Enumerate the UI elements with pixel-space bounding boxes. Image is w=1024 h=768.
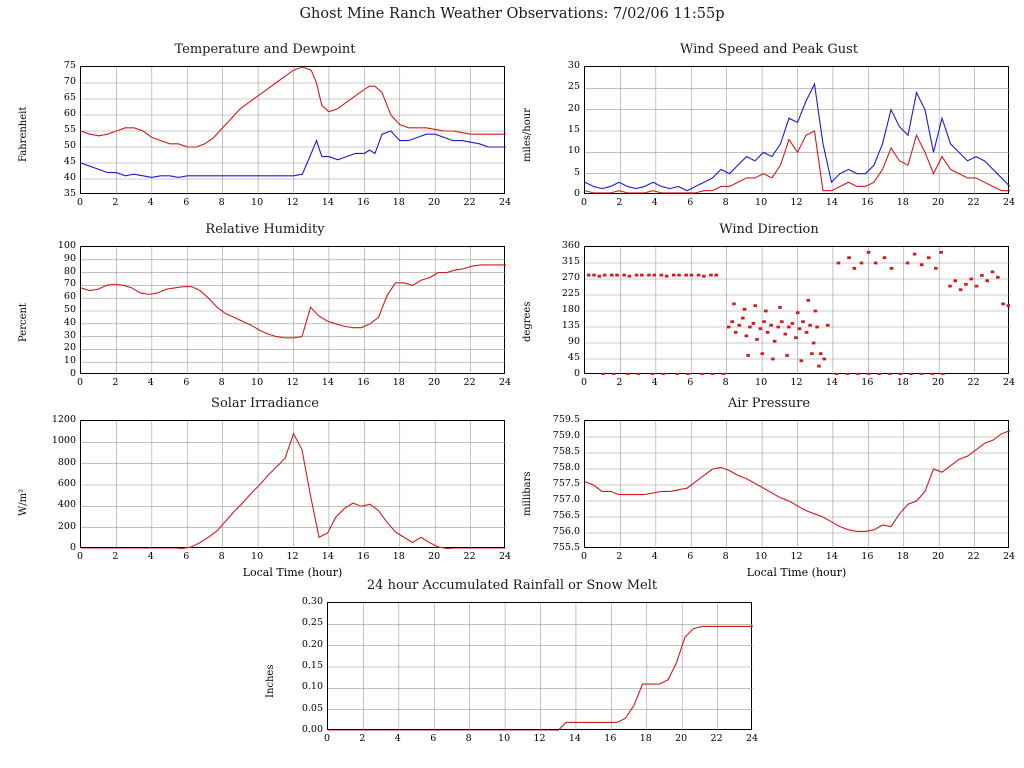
x-tick-label: 10 — [498, 733, 511, 744]
x-tick-label: 24 — [498, 377, 512, 388]
panel-solar-irradiance — [20, 396, 510, 596]
x-tick-label: 14 — [825, 197, 838, 208]
plot-area-solar — [80, 420, 505, 548]
y-tick-label: 30 — [63, 329, 76, 341]
x-axis-label: Local Time (hour) — [242, 566, 343, 579]
y-axis-label: W/m² — [18, 488, 29, 516]
y-tick-label: 180 — [561, 304, 580, 315]
x-tick-label: 22 — [967, 197, 980, 208]
panel-title: Relative Humidity — [205, 222, 325, 237]
x-tick-label: 0 — [76, 551, 84, 562]
x-tick-label: 24 — [1002, 197, 1016, 208]
x-tick-label: 4 — [651, 197, 658, 208]
y-tick-label: 0.25 — [301, 617, 323, 629]
x-tick-label: 12 — [286, 377, 299, 388]
x-tick-label: 4 — [651, 377, 658, 388]
x-tick-label: 12 — [533, 733, 546, 744]
x-tick-label: 0 — [580, 197, 588, 208]
x-tick-label: 20 — [428, 551, 441, 562]
y-tick-label: 759.0 — [552, 430, 580, 441]
x-tick-label: 0 — [323, 733, 331, 744]
y-tick-label: 400 — [57, 499, 76, 511]
x-tick-label: 16 — [357, 551, 370, 562]
x-tick-label: 8 — [722, 377, 729, 388]
x-tick-label: 24 — [1002, 377, 1016, 388]
y-tick-label: 65 — [63, 92, 76, 103]
x-tick-label: 16 — [357, 197, 370, 208]
x-tick-label: 22 — [967, 551, 980, 562]
plot-canvas-wdir — [585, 247, 1010, 375]
y-tick-label: 757.0 — [552, 494, 580, 505]
x-tick-label: 12 — [286, 551, 299, 562]
x-tick-label: 10 — [251, 377, 264, 388]
panel-accumulated-rainfall — [267, 578, 757, 763]
x-tick-label: 6 — [183, 551, 190, 562]
y-tick-label: 70 — [63, 278, 76, 290]
y-tick-label: 757.5 — [552, 478, 580, 489]
y-tick-label: 20 — [567, 102, 580, 114]
x-tick-label: 6 — [687, 377, 694, 388]
panel-title: Wind Direction — [719, 222, 819, 237]
x-tick-label: 14 — [321, 551, 334, 562]
x-tick-label: 20 — [428, 197, 441, 208]
x-tick-label: 2 — [616, 197, 623, 208]
x-tick-label: 18 — [392, 551, 405, 562]
x-tick-label: 16 — [861, 197, 874, 208]
y-tick-label: 90 — [63, 252, 76, 264]
y-tick-label: 0.10 — [301, 681, 323, 693]
x-tick-label: 4 — [147, 197, 154, 208]
panel-temperature-dewpoint — [20, 42, 510, 227]
y-tick-label: 0.05 — [301, 702, 323, 714]
y-tick-label: 5 — [573, 166, 580, 178]
y-tick-label: 0 — [69, 542, 76, 553]
y-tick-label: 10 — [63, 355, 76, 367]
x-tick-label: 6 — [687, 197, 694, 208]
y-tick-label: 758.0 — [552, 462, 580, 473]
y-axis-label: Fahrenheit — [18, 106, 29, 162]
y-axis-label: miles/hour — [522, 108, 533, 162]
y-tick-label: 80 — [63, 265, 76, 277]
x-tick-label: 18 — [896, 551, 909, 562]
y-tick-label: 75 — [63, 60, 76, 71]
y-tick-label: 755.5 — [552, 542, 580, 553]
x-tick-label: 20 — [675, 733, 688, 744]
y-tick-label: 759.5 — [552, 414, 580, 425]
x-tick-label: 22 — [463, 377, 476, 388]
x-tick-label: 24 — [498, 197, 512, 208]
y-tick-label: 70 — [63, 76, 76, 87]
y-tick-label: 50 — [63, 140, 76, 151]
y-tick-label: 35 — [63, 188, 76, 199]
y-tick-label: 100 — [57, 240, 76, 251]
y-tick-label: 45 — [567, 352, 580, 363]
x-tick-label: 0 — [76, 197, 84, 208]
x-tick-label: 8 — [218, 197, 225, 208]
x-tick-label: 4 — [394, 733, 401, 744]
y-tick-label: 0.00 — [301, 724, 323, 735]
plot-area-rh — [80, 246, 505, 374]
plot-area-rain — [327, 602, 752, 730]
x-tick-label: 22 — [463, 551, 476, 562]
y-tick-label: 0.30 — [301, 596, 323, 607]
y-tick-label: 0 — [573, 188, 580, 199]
plot-area-pres — [584, 420, 1009, 548]
x-tick-label: 4 — [147, 551, 154, 562]
plot-area-temp — [80, 66, 505, 194]
y-tick-label: 50 — [63, 304, 76, 315]
x-tick-label: 20 — [932, 377, 945, 388]
y-tick-label: 10 — [567, 145, 580, 157]
x-tick-label: 18 — [639, 733, 652, 744]
x-tick-label: 22 — [710, 733, 723, 744]
plot-canvas-rain — [328, 603, 753, 731]
x-tick-label: 12 — [790, 551, 803, 562]
x-tick-label: 14 — [825, 377, 838, 388]
x-tick-label: 14 — [568, 733, 581, 744]
x-tick-label: 14 — [825, 551, 838, 562]
x-tick-label: 8 — [465, 733, 472, 744]
y-tick-label: 0 — [573, 368, 580, 379]
panel-wind-direction — [524, 222, 1014, 407]
y-tick-label: 270 — [561, 272, 580, 283]
y-tick-label: 40 — [63, 172, 76, 183]
y-tick-label: 55 — [63, 124, 76, 135]
x-tick-label: 0 — [76, 377, 84, 388]
y-tick-label: 600 — [57, 478, 76, 489]
panel-relative-humidity — [20, 222, 510, 407]
y-tick-label: 225 — [561, 288, 580, 299]
y-tick-label: 25 — [567, 81, 580, 93]
y-tick-label: 20 — [63, 342, 76, 354]
x-tick-label: 0 — [580, 551, 588, 562]
x-tick-label: 8 — [722, 197, 729, 208]
y-tick-label: 15 — [567, 124, 580, 135]
x-tick-label: 10 — [755, 551, 768, 562]
x-tick-label: 6 — [687, 551, 694, 562]
x-tick-label: 10 — [251, 197, 264, 208]
y-tick-label: 90 — [567, 336, 580, 347]
plot-canvas-wind — [585, 67, 1010, 195]
x-tick-label: 6 — [430, 733, 437, 744]
y-axis-label: Percent — [18, 303, 29, 342]
x-tick-label: 4 — [147, 377, 154, 388]
y-tick-label: 756.0 — [552, 526, 580, 537]
y-tick-label: 0.20 — [301, 638, 323, 650]
x-tick-label: 14 — [321, 197, 334, 208]
x-tick-label: 20 — [428, 377, 441, 388]
y-tick-label: 45 — [63, 156, 76, 167]
x-tick-label: 18 — [392, 197, 405, 208]
y-tick-label: 135 — [561, 320, 580, 331]
y-axis-label: degrees — [522, 301, 533, 342]
plot-canvas-rh — [81, 247, 506, 375]
plot-canvas-solar — [81, 421, 506, 549]
x-tick-label: 24 — [745, 733, 759, 744]
x-tick-label: 2 — [616, 551, 623, 562]
x-tick-label: 8 — [218, 551, 225, 562]
x-tick-label: 8 — [722, 551, 729, 562]
x-tick-label: 2 — [112, 377, 119, 388]
y-tick-label: 758.5 — [552, 446, 580, 457]
x-tick-label: 10 — [755, 377, 768, 388]
x-tick-label: 2 — [359, 733, 366, 744]
x-tick-label: 20 — [932, 197, 945, 208]
x-tick-label: 10 — [755, 197, 768, 208]
x-tick-label: 12 — [286, 197, 299, 208]
x-tick-label: 24 — [1002, 551, 1016, 562]
y-tick-label: 360 — [561, 240, 580, 251]
y-tick-label: 40 — [63, 316, 76, 328]
x-tick-label: 24 — [498, 551, 512, 562]
plot-area-wind — [584, 66, 1009, 194]
y-axis-label: Inches — [265, 664, 276, 698]
x-axis-label: Local Time (hour) — [746, 566, 847, 579]
y-tick-label: 200 — [57, 520, 76, 532]
plot-area-wdir — [584, 246, 1009, 374]
x-tick-label: 14 — [321, 377, 334, 388]
x-tick-label: 4 — [651, 551, 658, 562]
plot-canvas-pres — [585, 421, 1010, 549]
y-tick-label: 0.15 — [301, 660, 323, 671]
y-axis-label: millibars — [522, 471, 533, 516]
y-tick-label: 756.5 — [552, 510, 580, 521]
panel-title: Solar Irradiance — [211, 396, 319, 411]
x-tick-label: 22 — [463, 197, 476, 208]
panel-wind-speed-gust — [524, 42, 1014, 227]
x-tick-label: 6 — [183, 197, 190, 208]
y-tick-label: 1000 — [51, 435, 76, 447]
y-tick-label: 0 — [69, 368, 76, 379]
x-tick-label: 10 — [251, 551, 264, 562]
x-tick-label: 8 — [218, 377, 225, 388]
x-tick-label: 18 — [896, 377, 909, 388]
x-tick-label: 18 — [896, 197, 909, 208]
panel-title: Temperature and Dewpoint — [174, 42, 356, 57]
y-tick-label: 60 — [63, 108, 76, 119]
panel-air-pressure — [524, 396, 1014, 596]
y-tick-label: 800 — [57, 456, 76, 468]
panel-title: Air Pressure — [727, 396, 811, 411]
panel-title: 24 hour Accumulated Rainfall or Snow Melt — [366, 578, 658, 593]
x-tick-label: 16 — [357, 377, 370, 388]
x-tick-label: 20 — [932, 551, 945, 562]
y-tick-label: 315 — [561, 256, 580, 267]
y-tick-label: 60 — [63, 291, 76, 303]
page-title: Ghost Mine Ranch Weather Observations: 7/02/06 11:55p — [299, 6, 725, 22]
y-tick-label: 30 — [567, 60, 580, 71]
x-tick-label: 22 — [967, 377, 980, 388]
y-tick-label: 1200 — [51, 414, 76, 425]
plot-canvas-temp — [81, 67, 506, 195]
x-tick-label: 16 — [861, 377, 874, 388]
x-tick-label: 16 — [604, 733, 617, 744]
x-tick-label: 12 — [790, 197, 803, 208]
panel-title: Wind Speed and Peak Gust — [679, 42, 859, 57]
x-tick-label: 12 — [790, 377, 803, 388]
x-tick-label: 0 — [580, 377, 588, 388]
x-tick-label: 16 — [861, 551, 874, 562]
x-tick-label: 2 — [112, 551, 119, 562]
x-tick-label: 18 — [392, 377, 405, 388]
x-tick-label: 2 — [112, 197, 119, 208]
x-tick-label: 6 — [183, 377, 190, 388]
x-tick-label: 2 — [616, 377, 623, 388]
